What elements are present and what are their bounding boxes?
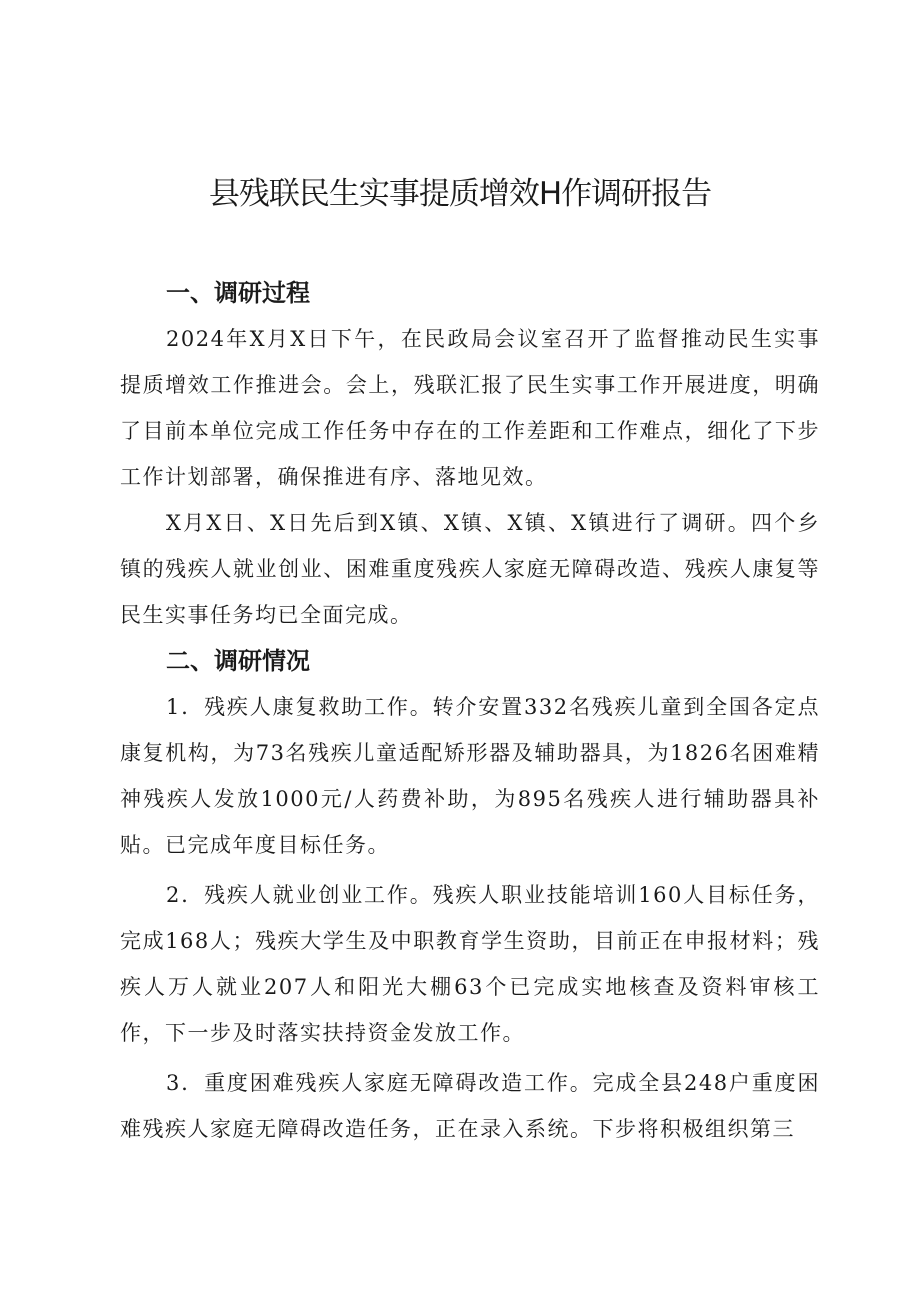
paragraph: X月X日、X日先后到X镇、X镇、X镇、X镇进行了调研。四个乡镇的残疾人就业创业、困难重度残疾人家庭无障碍改造、残疾人康复等民生实事任务均已全面完成。 [120, 511, 820, 627]
paragraph: 2024年X月X日下午，在民政局会议室召开了监督推动民生实事提质增效工作推进会。会上，残联汇报了民生实事工作开展进度，明确了目前本单位完成工作任务中存在的工作差距和工作难点，细化了下步工作计划部署，确保推进有序、落地见效。 [120, 327, 820, 489]
section-research-status [120, 638, 820, 1152]
paragraph: 1．残疾人康复救助工作。转介安置332名残疾儿童到全国各定点康复机构，为73名残疾儿童适配矫形器及辅助器具，为1826名困难精神残疾人发放1000元/人药费补助，为895名残疾人进行辅助器具补贴。已完成年度目标任务。 [120, 695, 820, 857]
document-title: 县残联民生实事提质增效H作调研报告 [208, 176, 712, 212]
section-heading: 一、调研过程 [166, 279, 310, 307]
paragraph: 3．重度困难残疾人家庭无障碍改造工作。完成全县248户重度困难残疾人家庭无障碍改造任务，正在录入系统。下步将积极组织第三 [120, 1071, 820, 1141]
section-heading: 二、调研情况 [166, 647, 310, 675]
section-research-process [120, 270, 820, 638]
document-body [120, 270, 820, 1152]
paragraph: 2．残疾人就业创业工作。残疾人职业技能培训160人目标任务，完成168人；残疾大学生及中职教育学生资助，目前正在申报材料；残疾人万人就业207人和阳光大棚63个已完成实地核查及资料审核工作，下一步及时落实扶持资金发放工作。 [120, 883, 820, 1045]
